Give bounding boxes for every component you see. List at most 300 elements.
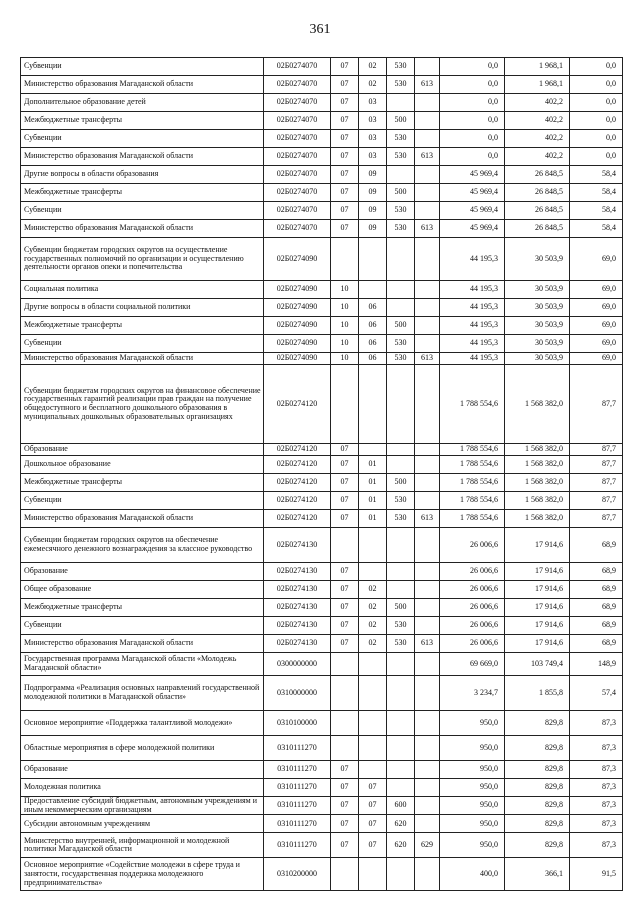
- code-cell: 02Б0274070: [264, 130, 331, 148]
- plan-cell: 69 669,0: [440, 653, 505, 676]
- code-cell: 02Б0274120: [264, 456, 331, 474]
- admin-cell: [415, 779, 440, 797]
- expense-type-cell: 530: [387, 58, 415, 76]
- section-cell: 10: [331, 281, 359, 299]
- code-cell: 02Б0274130: [264, 599, 331, 617]
- plan-cell: 400,0: [440, 858, 505, 891]
- percent-cell: 87,3: [570, 761, 623, 779]
- subsection-cell: 01: [359, 510, 387, 528]
- expense-type-cell: [387, 94, 415, 112]
- actual-cell: 30 503,9: [505, 317, 570, 335]
- table-row: [21, 58, 623, 76]
- percent-cell: 87,3: [570, 815, 623, 833]
- plan-cell: 44 195,3: [440, 281, 505, 299]
- name-cell: Образование: [21, 563, 264, 581]
- code-cell: 02Б0274070: [264, 202, 331, 220]
- expense-type-cell: 530: [387, 335, 415, 353]
- name-cell: Министерство образования Магаданской области: [21, 148, 264, 166]
- plan-cell: 26 006,6: [440, 563, 505, 581]
- percent-cell: 87,7: [570, 474, 623, 492]
- name-cell: Межбюджетные трансферты: [21, 112, 264, 130]
- subsection-cell: 02: [359, 617, 387, 635]
- section-cell: [331, 528, 359, 563]
- code-cell: 02Б0274130: [264, 617, 331, 635]
- section-cell: 07: [331, 456, 359, 474]
- plan-cell: 950,0: [440, 797, 505, 815]
- code-cell: 02Б0274070: [264, 58, 331, 76]
- actual-cell: 1 968,1: [505, 76, 570, 94]
- admin-cell: [415, 281, 440, 299]
- name-cell: Социальная политика: [21, 281, 264, 299]
- section-cell: [331, 653, 359, 676]
- subsection-cell: 03: [359, 112, 387, 130]
- expense-type-cell: 530: [387, 492, 415, 510]
- section-cell: [331, 365, 359, 444]
- expense-type-cell: 600: [387, 797, 415, 815]
- percent-cell: 68,9: [570, 581, 623, 599]
- percent-cell: 87,7: [570, 365, 623, 444]
- subsection-cell: [359, 238, 387, 281]
- section-cell: 07: [331, 220, 359, 238]
- subsection-cell: 02: [359, 635, 387, 653]
- name-cell: Межбюджетные трансферты: [21, 317, 264, 335]
- actual-cell: 30 503,9: [505, 299, 570, 317]
- subsection-cell: 01: [359, 492, 387, 510]
- percent-cell: 0,0: [570, 58, 623, 76]
- name-cell: Субсидии автономным учреждениям: [21, 815, 264, 833]
- admin-cell: 613: [415, 635, 440, 653]
- admin-cell: [415, 202, 440, 220]
- section-cell: 10: [331, 317, 359, 335]
- code-cell: 02Б0274130: [264, 528, 331, 563]
- subsection-cell: 06: [359, 299, 387, 317]
- percent-cell: 58,4: [570, 220, 623, 238]
- plan-cell: 950,0: [440, 736, 505, 761]
- table-row: [21, 653, 623, 676]
- table-row: [21, 761, 623, 779]
- percent-cell: 0,0: [570, 112, 623, 130]
- actual-cell: 17 914,6: [505, 581, 570, 599]
- section-cell: 07: [331, 202, 359, 220]
- plan-cell: 26 006,6: [440, 635, 505, 653]
- plan-cell: 1 788 554,6: [440, 474, 505, 492]
- code-cell: 0310000000: [264, 676, 331, 711]
- actual-cell: 1 855,8: [505, 676, 570, 711]
- plan-cell: 1 788 554,6: [440, 444, 505, 456]
- subsection-cell: 01: [359, 456, 387, 474]
- actual-cell: 1 568 382,0: [505, 365, 570, 444]
- table-row: [21, 299, 623, 317]
- subsection-cell: 07: [359, 779, 387, 797]
- expense-type-cell: [387, 299, 415, 317]
- expense-type-cell: [387, 736, 415, 761]
- budget-table: [20, 57, 623, 891]
- table-row: [21, 112, 623, 130]
- expense-type-cell: [387, 456, 415, 474]
- name-cell: Молодежная политика: [21, 779, 264, 797]
- table-row: [21, 220, 623, 238]
- name-cell: Министерство образования Магаданской области: [21, 76, 264, 94]
- actual-cell: 829,8: [505, 815, 570, 833]
- code-cell: 0310111270: [264, 797, 331, 815]
- table-row: [21, 317, 623, 335]
- admin-cell: [415, 94, 440, 112]
- table-body: [21, 58, 623, 891]
- section-cell: 10: [331, 335, 359, 353]
- code-cell: 02Б0274090: [264, 353, 331, 365]
- section-cell: 07: [331, 112, 359, 130]
- admin-cell: 629: [415, 833, 440, 858]
- percent-cell: 0,0: [570, 94, 623, 112]
- name-cell: Общее образование: [21, 581, 264, 599]
- name-cell: Министерство образования Магаданской области: [21, 510, 264, 528]
- table-row: [21, 528, 623, 563]
- percent-cell: 87,3: [570, 797, 623, 815]
- section-cell: 07: [331, 184, 359, 202]
- table-row: [21, 281, 623, 299]
- section-cell: [331, 238, 359, 281]
- expense-type-cell: 530: [387, 353, 415, 365]
- admin-cell: [415, 184, 440, 202]
- subsection-cell: [359, 711, 387, 736]
- expense-type-cell: [387, 779, 415, 797]
- code-cell: 0310111270: [264, 736, 331, 761]
- code-cell: 02Б0274090: [264, 299, 331, 317]
- section-cell: 07: [331, 148, 359, 166]
- plan-cell: 950,0: [440, 833, 505, 858]
- percent-cell: 57,4: [570, 676, 623, 711]
- subsection-cell: 02: [359, 76, 387, 94]
- percent-cell: 87,7: [570, 492, 623, 510]
- name-cell: Предоставление субсидий бюджетным, автономным учреждениям и иным некоммерческим организациям: [21, 797, 264, 815]
- section-cell: 10: [331, 299, 359, 317]
- code-cell: 0310111270: [264, 833, 331, 858]
- code-cell: 02Б0274090: [264, 317, 331, 335]
- table-row: [21, 797, 623, 815]
- admin-cell: [415, 299, 440, 317]
- plan-cell: 44 195,3: [440, 335, 505, 353]
- subsection-cell: 01: [359, 474, 387, 492]
- percent-cell: 87,3: [570, 833, 623, 858]
- actual-cell: 829,8: [505, 797, 570, 815]
- actual-cell: 402,2: [505, 94, 570, 112]
- actual-cell: 17 914,6: [505, 563, 570, 581]
- name-cell: Дополнительное образование детей: [21, 94, 264, 112]
- expense-type-cell: 500: [387, 474, 415, 492]
- code-cell: 02Б0274070: [264, 166, 331, 184]
- name-cell: Межбюджетные трансферты: [21, 184, 264, 202]
- expense-type-cell: 500: [387, 599, 415, 617]
- percent-cell: 69,0: [570, 317, 623, 335]
- code-cell: 02Б0274130: [264, 563, 331, 581]
- table-row: [21, 184, 623, 202]
- plan-cell: 26 006,6: [440, 599, 505, 617]
- section-cell: 07: [331, 617, 359, 635]
- actual-cell: 1 568 382,0: [505, 492, 570, 510]
- expense-type-cell: 530: [387, 202, 415, 220]
- code-cell: 0310111270: [264, 761, 331, 779]
- percent-cell: 87,7: [570, 510, 623, 528]
- actual-cell: 402,2: [505, 130, 570, 148]
- name-cell: Областные мероприятия в сфере молодежной политики: [21, 736, 264, 761]
- expense-type-cell: [387, 653, 415, 676]
- percent-cell: 68,9: [570, 635, 623, 653]
- admin-cell: [415, 761, 440, 779]
- subsection-cell: 03: [359, 148, 387, 166]
- table-row: [21, 510, 623, 528]
- section-cell: 07: [331, 130, 359, 148]
- admin-cell: 613: [415, 353, 440, 365]
- name-cell: Межбюджетные трансферты: [21, 474, 264, 492]
- percent-cell: 87,7: [570, 444, 623, 456]
- percent-cell: 69,0: [570, 353, 623, 365]
- code-cell: 0310111270: [264, 815, 331, 833]
- plan-cell: 3 234,7: [440, 676, 505, 711]
- percent-cell: 0,0: [570, 76, 623, 94]
- table-row: [21, 736, 623, 761]
- section-cell: [331, 711, 359, 736]
- section-cell: 07: [331, 94, 359, 112]
- expense-type-cell: [387, 858, 415, 891]
- section-cell: [331, 858, 359, 891]
- actual-cell: 30 503,9: [505, 281, 570, 299]
- percent-cell: 68,9: [570, 563, 623, 581]
- plan-cell: 44 195,3: [440, 238, 505, 281]
- name-cell: Министерство образования Магаданской области: [21, 353, 264, 365]
- expense-type-cell: 530: [387, 220, 415, 238]
- name-cell: Субвенции: [21, 335, 264, 353]
- admin-cell: [415, 444, 440, 456]
- table-row: [21, 94, 623, 112]
- table-row: [21, 815, 623, 833]
- plan-cell: 44 195,3: [440, 353, 505, 365]
- table-row: [21, 76, 623, 94]
- name-cell: Подпрограмма «Реализация основных направлений государственной молодежной политики в Магаданской области»: [21, 676, 264, 711]
- admin-cell: [415, 815, 440, 833]
- expense-type-cell: 620: [387, 833, 415, 858]
- subsection-cell: 07: [359, 797, 387, 815]
- expense-type-cell: [387, 528, 415, 563]
- expense-type-cell: [387, 238, 415, 281]
- code-cell: 02Б0274070: [264, 112, 331, 130]
- admin-cell: [415, 238, 440, 281]
- code-cell: 0310111270: [264, 779, 331, 797]
- name-cell: Межбюджетные трансферты: [21, 599, 264, 617]
- expense-type-cell: 500: [387, 184, 415, 202]
- percent-cell: 87,3: [570, 779, 623, 797]
- table-row: [21, 581, 623, 599]
- code-cell: 02Б0274090: [264, 238, 331, 281]
- code-cell: 02Б0274130: [264, 581, 331, 599]
- section-cell: 07: [331, 563, 359, 581]
- admin-cell: 613: [415, 148, 440, 166]
- percent-cell: 87,7: [570, 456, 623, 474]
- code-cell: 0300000000: [264, 653, 331, 676]
- actual-cell: 829,8: [505, 761, 570, 779]
- section-cell: 07: [331, 76, 359, 94]
- actual-cell: 1 568 382,0: [505, 444, 570, 456]
- section-cell: 07: [331, 635, 359, 653]
- subsection-cell: [359, 444, 387, 456]
- admin-cell: [415, 653, 440, 676]
- percent-cell: 69,0: [570, 238, 623, 281]
- subsection-cell: [359, 563, 387, 581]
- percent-cell: 58,4: [570, 202, 623, 220]
- subsection-cell: 03: [359, 130, 387, 148]
- plan-cell: 0,0: [440, 130, 505, 148]
- table-row: [21, 858, 623, 891]
- plan-cell: 26 006,6: [440, 617, 505, 635]
- subsection-cell: 09: [359, 166, 387, 184]
- section-cell: 07: [331, 779, 359, 797]
- percent-cell: 87,3: [570, 711, 623, 736]
- name-cell: Образование: [21, 444, 264, 456]
- plan-cell: 45 969,4: [440, 202, 505, 220]
- actual-cell: 366,1: [505, 858, 570, 891]
- table-row: [21, 833, 623, 858]
- plan-cell: 1 788 554,6: [440, 510, 505, 528]
- subsection-cell: 07: [359, 815, 387, 833]
- table-row: [21, 444, 623, 456]
- admin-cell: [415, 528, 440, 563]
- actual-cell: 829,8: [505, 736, 570, 761]
- table-row: [21, 353, 623, 365]
- section-cell: [331, 676, 359, 711]
- name-cell: Субвенции бюджетам городских округов на обеспечение ежемесячного денежного вознаграждения за классное руководство: [21, 528, 264, 563]
- subsection-cell: [359, 528, 387, 563]
- plan-cell: 0,0: [440, 112, 505, 130]
- subsection-cell: 09: [359, 184, 387, 202]
- actual-cell: 30 503,9: [505, 353, 570, 365]
- name-cell: Субвенции бюджетам городских округов на финансовое обеспечение государственных гарантий реализации прав граждан на получение общедоступного и бесплатного дошкольного образования в муниципальных дошкольных образовательных организациях: [21, 365, 264, 444]
- name-cell: Субвенции: [21, 202, 264, 220]
- actual-cell: 829,8: [505, 779, 570, 797]
- admin-cell: [415, 474, 440, 492]
- expense-type-cell: [387, 281, 415, 299]
- table-row: [21, 202, 623, 220]
- code-cell: 02Б0274120: [264, 444, 331, 456]
- admin-cell: [415, 130, 440, 148]
- expense-type-cell: [387, 365, 415, 444]
- expense-type-cell: [387, 563, 415, 581]
- actual-cell: 26 848,5: [505, 166, 570, 184]
- actual-cell: 17 914,6: [505, 617, 570, 635]
- expense-type-cell: [387, 444, 415, 456]
- plan-cell: 0,0: [440, 148, 505, 166]
- plan-cell: 1 788 554,6: [440, 492, 505, 510]
- section-cell: 07: [331, 492, 359, 510]
- section-cell: 07: [331, 599, 359, 617]
- name-cell: Субвенции бюджетам городских округов на осуществление государственных полномочий по организации и осуществлению деятельности органов опеки и попечительства: [21, 238, 264, 281]
- plan-cell: 44 195,3: [440, 299, 505, 317]
- actual-cell: 1 568 382,0: [505, 510, 570, 528]
- percent-cell: 68,9: [570, 528, 623, 563]
- admin-cell: [415, 736, 440, 761]
- admin-cell: 613: [415, 510, 440, 528]
- actual-cell: 1 568 382,0: [505, 456, 570, 474]
- subsection-cell: 06: [359, 353, 387, 365]
- expense-type-cell: [387, 676, 415, 711]
- code-cell: 0310200000: [264, 858, 331, 891]
- table-row: [21, 563, 623, 581]
- plan-cell: 950,0: [440, 815, 505, 833]
- name-cell: Основное мероприятие «Содействие молодежи в сфере труда и занятости, государственная поддержка молодежного предпринимательства»: [21, 858, 264, 891]
- plan-cell: 0,0: [440, 58, 505, 76]
- admin-cell: [415, 365, 440, 444]
- section-cell: 07: [331, 166, 359, 184]
- plan-cell: 0,0: [440, 94, 505, 112]
- code-cell: 02Б0274070: [264, 94, 331, 112]
- subsection-cell: 06: [359, 317, 387, 335]
- expense-type-cell: 500: [387, 112, 415, 130]
- admin-cell: [415, 317, 440, 335]
- table-row: [21, 474, 623, 492]
- admin-cell: [415, 563, 440, 581]
- percent-cell: 69,0: [570, 335, 623, 353]
- percent-cell: 68,9: [570, 617, 623, 635]
- code-cell: 02Б0274090: [264, 335, 331, 353]
- expense-type-cell: 620: [387, 815, 415, 833]
- actual-cell: 1 568 382,0: [505, 474, 570, 492]
- percent-cell: 0,0: [570, 148, 623, 166]
- code-cell: 02Б0274070: [264, 220, 331, 238]
- section-cell: 07: [331, 833, 359, 858]
- plan-cell: 44 195,3: [440, 317, 505, 335]
- name-cell: Субвенции: [21, 130, 264, 148]
- actual-cell: 26 848,5: [505, 202, 570, 220]
- table-row: [21, 676, 623, 711]
- table-row: [21, 617, 623, 635]
- name-cell: Субвенции: [21, 492, 264, 510]
- admin-cell: 613: [415, 220, 440, 238]
- actual-cell: 17 914,6: [505, 599, 570, 617]
- admin-cell: [415, 112, 440, 130]
- admin-cell: [415, 676, 440, 711]
- table-row: [21, 779, 623, 797]
- percent-cell: 148,9: [570, 653, 623, 676]
- name-cell: Министерство образования Магаданской области: [21, 220, 264, 238]
- expense-type-cell: [387, 711, 415, 736]
- subsection-cell: [359, 281, 387, 299]
- admin-cell: [415, 166, 440, 184]
- subsection-cell: 02: [359, 599, 387, 617]
- name-cell: Государственная программа Магаданской области «Молодежь Магаданской области»: [21, 653, 264, 676]
- section-cell: 07: [331, 474, 359, 492]
- actual-cell: 1 968,1: [505, 58, 570, 76]
- plan-cell: 45 969,4: [440, 184, 505, 202]
- expense-type-cell: 530: [387, 510, 415, 528]
- table-row: [21, 456, 623, 474]
- code-cell: 02Б0274130: [264, 635, 331, 653]
- admin-cell: [415, 797, 440, 815]
- section-cell: 07: [331, 797, 359, 815]
- table-row: [21, 238, 623, 281]
- percent-cell: 91,5: [570, 858, 623, 891]
- section-cell: 07: [331, 815, 359, 833]
- admin-cell: [415, 335, 440, 353]
- code-cell: 02Б0274070: [264, 76, 331, 94]
- code-cell: 0310100000: [264, 711, 331, 736]
- section-cell: 07: [331, 58, 359, 76]
- plan-cell: 1 788 554,6: [440, 456, 505, 474]
- code-cell: 02Б0274070: [264, 148, 331, 166]
- admin-cell: [415, 492, 440, 510]
- admin-cell: [415, 711, 440, 736]
- actual-cell: 17 914,6: [505, 635, 570, 653]
- subsection-cell: [359, 676, 387, 711]
- section-cell: 07: [331, 761, 359, 779]
- percent-cell: 0,0: [570, 130, 623, 148]
